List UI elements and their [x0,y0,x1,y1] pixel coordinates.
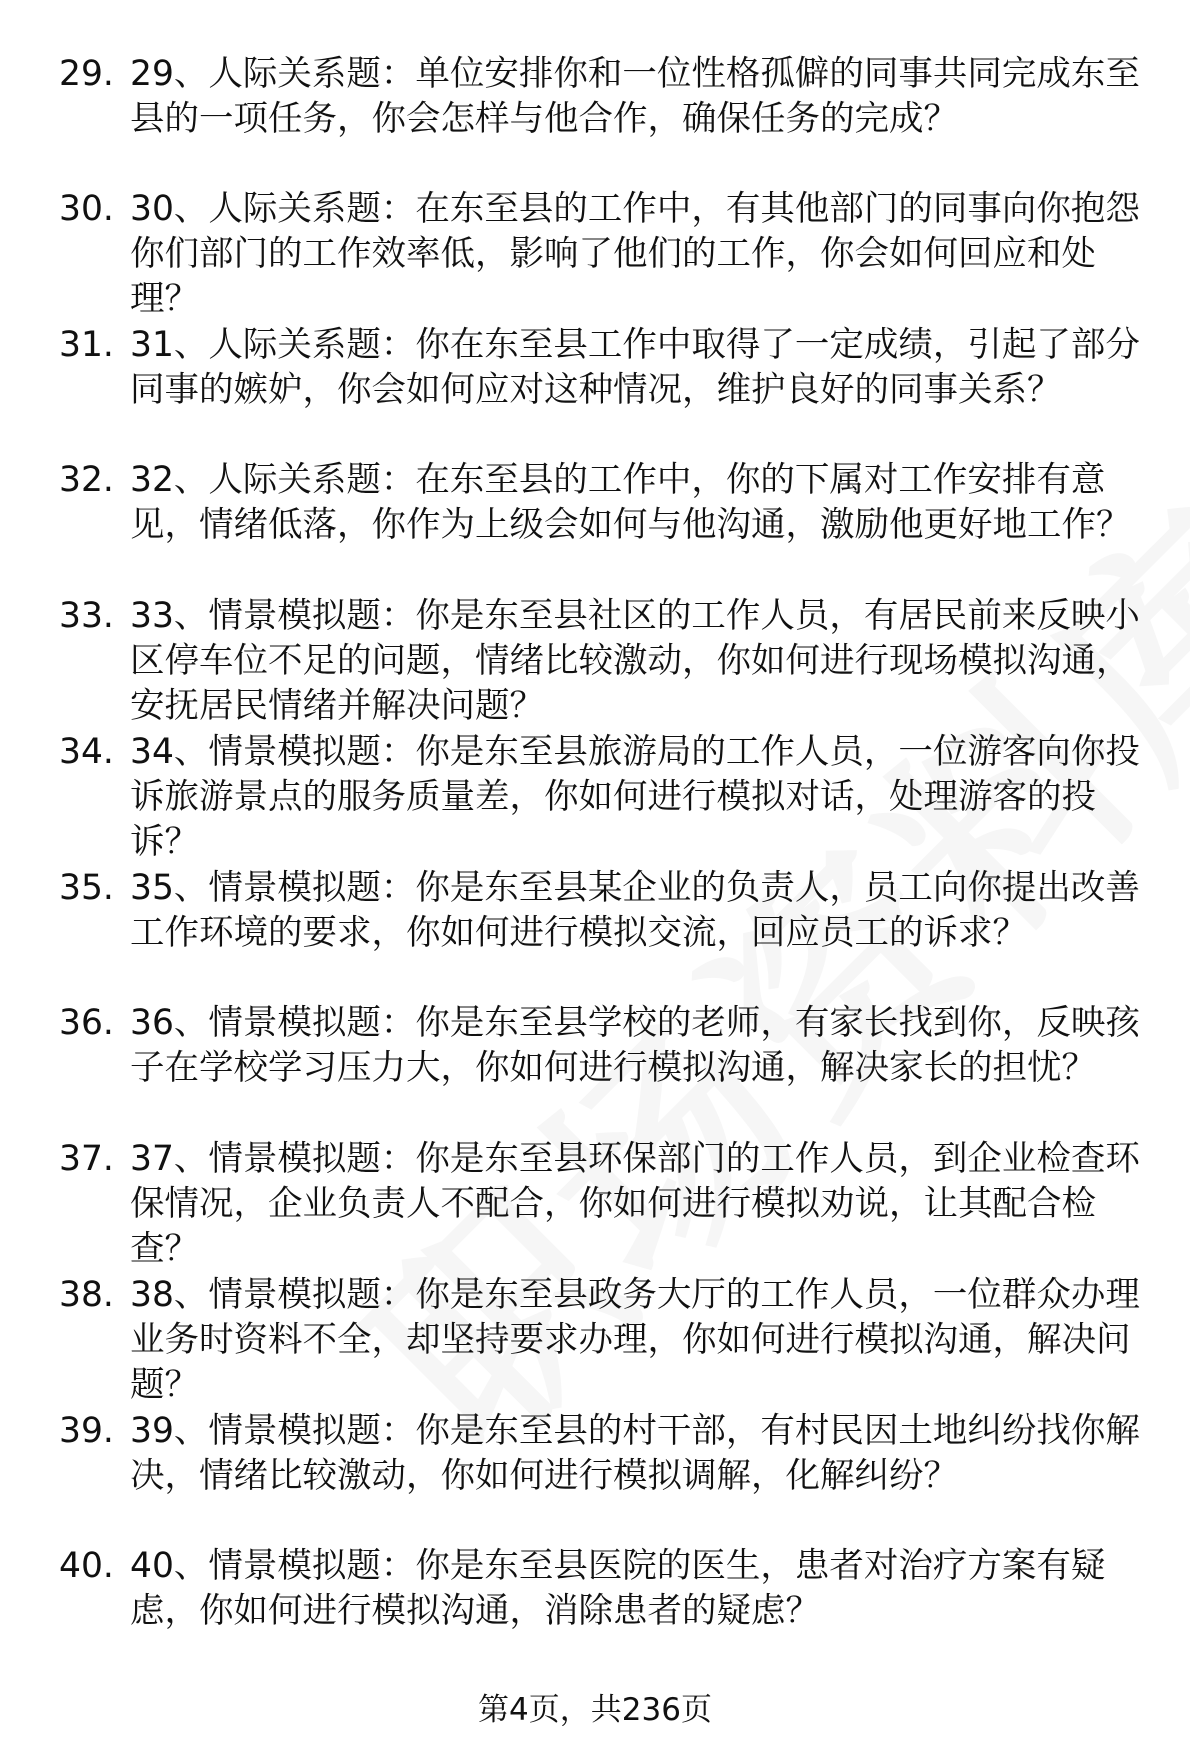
page-number: 第4页，共236页 [478,1692,712,1728]
question-text: 35、情景模拟题：你是东至县某企业的负责人，员工向你提出改善工作环境的要求，你如何进行模拟交流，回应员工的诉求？ [130,868,1140,953]
question-item [59,1001,1159,1137]
question-number: 34. [59,732,114,772]
question-number: 30. [59,189,114,229]
question-text: 38、情景模拟题：你是东至县政务大厅的工作人员，一位群众办理业务时资料不全，却坚持要求办理，你如何进行模拟沟通，解决问题？ [130,1275,1140,1405]
question-item [59,1409,1159,1500]
question-number: 37. [59,1139,114,1179]
question-text: 40、情景模拟题：你是东至县医院的医生，患者对治疗方案有疑虑，你如何进行模拟沟通，消除患者的疑虑？ [130,1546,1106,1631]
question-item [59,1273,1159,1409]
question-text: 29、人际关系题：单位安排你和一位性格孤僻的同事共同完成东至县的一项任务，你会怎样与他合作，确保任务的完成？ [130,54,1140,139]
question-text: 37、情景模拟题：你是东至县环保部门的工作人员，到企业检查环保情况，企业负责人不配合，你如何进行模拟劝说，让其配合检查？ [130,1139,1140,1269]
question-text: 39、情景模拟题：你是东至县的村干部，有村民因土地纠纷找你解决，情绪比较激动，你如何进行模拟调解，化解纠纷？ [130,1411,1140,1496]
question-item [59,594,1159,730]
question-text: 31、人际关系题：你在东至县工作中取得了一定成绩，引起了部分同事的嫉妒，你会如何应对这种情况，维护良好的同事关系？ [130,325,1140,410]
question-number: 39. [59,1411,114,1451]
question-item [59,323,1159,414]
question-text: 34、情景模拟题：你是东至县旅游局的工作人员，一位游客向你投诉旅游景点的服务质量差，你如何进行模拟对话，处理游客的投诉？ [130,732,1140,862]
question-item [59,1544,1159,1635]
question-number: 29. [59,54,114,94]
question-item [59,730,1159,866]
question-item [59,52,1159,143]
question-text: 32、人际关系题：在东至县的工作中，你的下属对工作安排有意见，情绪低落，你作为上级会如何与他沟通，激励他更好地工作？ [130,460,1131,545]
question-number: 35. [59,868,114,908]
question-number: 32. [59,460,114,500]
question-item [59,866,1159,957]
question-number: 33. [59,596,114,636]
question-item [59,458,1159,594]
page-footer [0,1690,1190,1730]
question-text: 36、情景模拟题：你是东至县学校的老师，有家长找到你，反映孩子在学校学习压力大，你如何进行模拟沟通，解决家长的担忧？ [130,1003,1140,1088]
question-item [59,187,1159,323]
question-text: 33、情景模拟题：你是东至县社区的工作人员，有居民前来反映小区停车位不足的问题，情绪比较激动，你如何进行现场模拟沟通，安抚居民情绪并解决问题？ [130,596,1140,726]
question-number: 36. [59,1003,114,1043]
question-number: 38. [59,1275,114,1315]
question-text: 30、人际关系题：在东至县的工作中，有其他部门的同事向你抱怨你们部门的工作效率低，影响了他们的工作，你会如何回应和处理？ [130,189,1140,319]
question-number: 31. [59,325,114,365]
question-list [59,52,1159,1635]
question-number: 40. [59,1546,114,1586]
question-item [59,1137,1159,1273]
